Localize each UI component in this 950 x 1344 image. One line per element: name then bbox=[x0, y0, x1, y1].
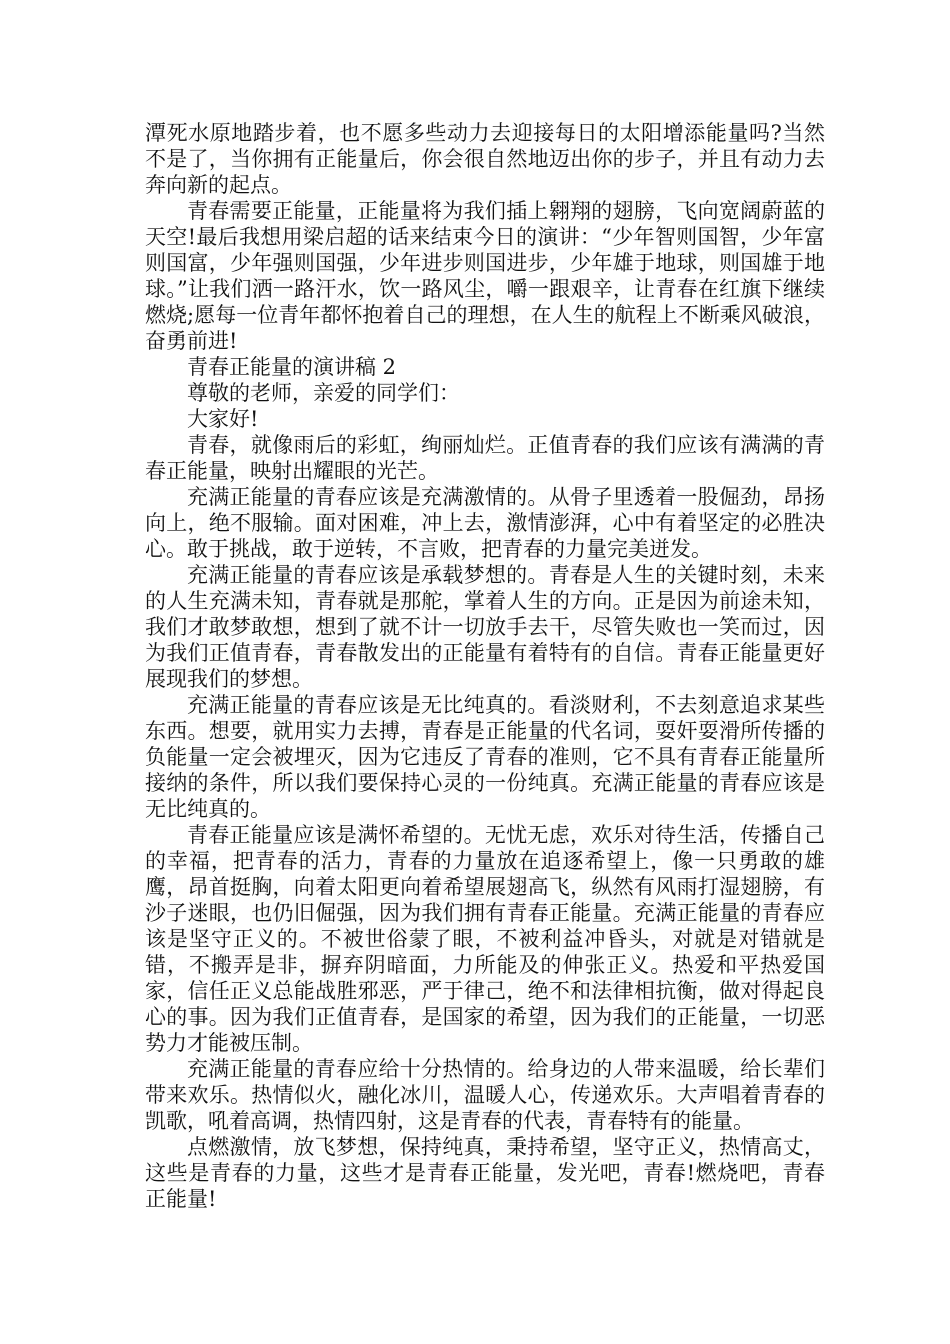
paragraph: 潭死水原地踏步着，也不愿多些动力去迎接每日的太阳增添能量吗?当然不是了，当你拥有正能量后，你会很自然地迈出你的步子，并且有动力去奔向新的起点。 bbox=[145, 121, 825, 197]
paragraph: 点燃激情，放飞梦想，保持纯真，秉持希望，坚守正义，热情高丈，这些是青春的力量，这些才是青春正能量，发光吧，青春!燃烧吧，青春正能量! bbox=[145, 1135, 825, 1211]
paragraph: 青春，就像雨后的彩虹，绚丽灿烂。正值青春的我们应该有满满的青春正能量，映射出耀眼的光芒。 bbox=[145, 433, 825, 483]
speech-title: 青春正能量的演讲稿 2 bbox=[187, 355, 397, 379]
paragraph: 充满正能量的青春应该是充满激情的。从骨子里透着一股倔劲，昂扬向上，绝不服输。面对困难，冲上去，激情澎湃，心中有着坚定的必胜决心。敢于挑战，敢于逆转，不言败，把青春的力量完美迸发。 bbox=[145, 485, 825, 561]
paragraph: 青春需要正能量，正能量将为我们插上翱翔的翅膀，飞向宽阔蔚蓝的天空!最后我想用梁启超的话来结束今日的演讲：“少年智则国智，少年富则国富，少年强则国强，少年进步则国进步，少年雄于地球，则国雄于地球。”让我们洒一路汗水，饮一路风尘，嚼一跟艰辛，让青春在红旗下继续燃烧;愿每一位青年都怀抱着自己的理想，在人生的航程上不断乘风破浪，奋勇前进! bbox=[145, 199, 825, 353]
paragraph: 充满正能量的青春应该是承载梦想的。青春是人生的关键时刻，未来的人生充满未知，青春就是那舵，掌着人生的方向。正是因为前途未知，我们才敢梦敢想，想到了就不计一切放手去干，尽管失败也一笑而过，因为我们正值青春，青春散发出的正能量有着特有的自信。青春正能量更好展现我们的梦想。 bbox=[145, 563, 825, 691]
salutation: 尊敬的老师，亲爱的同学们： bbox=[187, 381, 460, 405]
document-body bbox=[145, 120, 825, 1212]
paragraph: 青春正能量应该是满怀希望的。无忧无虑，欢乐对待生活，传播自己的幸福，把青春的活力，青春的力量放在追逐希望上，像一只勇敢的雄鹰，昂首挺胸，向着太阳更向着希望展翅高飞，纵然有风雨打湿翅膀，有沙子迷眼，也仍旧倔强，因为我们拥有青春正能量。充满正能量的青春应该是坚守正义的。不被世俗蒙了眼，不被利益冲昏头，对就是对错就是错，不搬弄是非，摒弃阴暗面，力所能及的伸张正义。热爱和平热爱国家，信任正义总能战胜邪恶，严于律己，绝不和法律相抗衡，做对得起良心的事。因为我们正值青春，是国家的希望，因为我们的正能量，一切恶势力才能被压制。 bbox=[145, 823, 825, 1055]
paragraph: 充满正能量的青春应该是无比纯真的。看淡财利，不去刻意追求某些东西。想要，就用实力去搏，青春是正能量的代名词，耍奸耍滑所传播的负能量一定会被埋灭，因为它违反了青春的准则，它不具有青春正能量所接纳的条件，所以我们要保持心灵的一份纯真。充满正能量的青春应该是无比纯真的。 bbox=[145, 693, 825, 821]
paragraph: 充满正能量的青春应给十分热情的。给身边的人带来温暖，给长辈们带来欢乐。热情似火，融化冰川，温暖人心，传递欢乐。大声唱着青春的凯歌，吼着高调，热情四射，这是青春的代表，青春特有的能量。 bbox=[145, 1057, 825, 1133]
greeting: 大家好! bbox=[187, 407, 259, 431]
